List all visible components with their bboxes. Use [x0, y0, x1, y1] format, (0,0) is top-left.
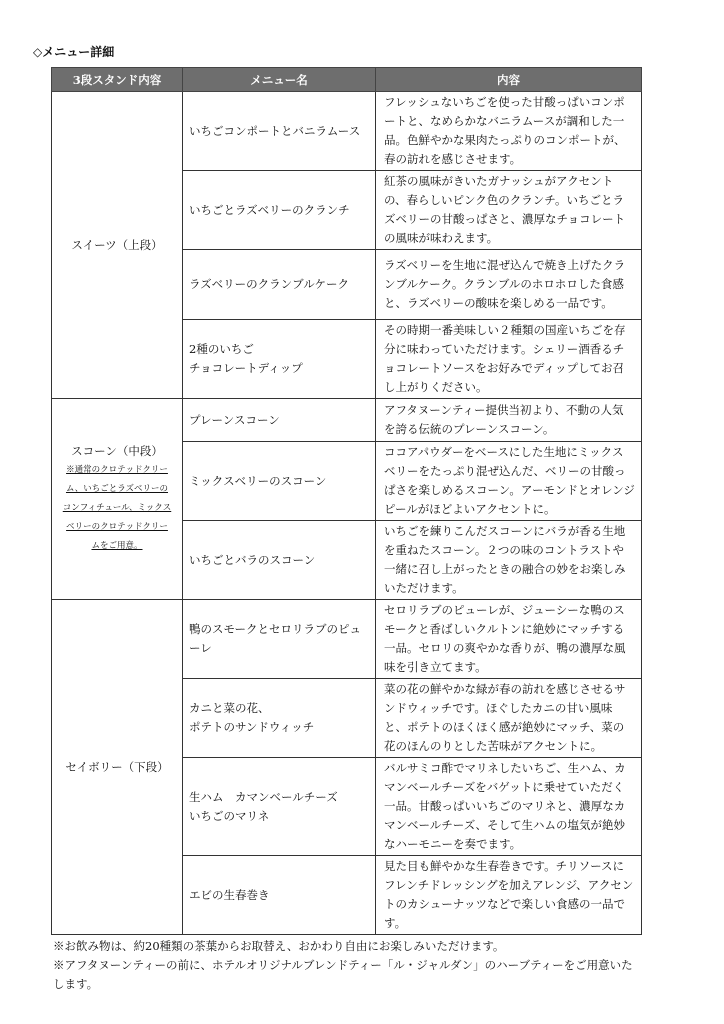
- table-row: [52, 399, 642, 442]
- content-wrapper: [51, 67, 641, 994]
- menu-description: その時期一番美味しい２種類の国産いちごを存分に味わっていただけます。シェリー酒香るチョコレートソースをお好みでディップしてお召し上がりください。: [376, 320, 642, 399]
- menu-name: ミックスベリーのスコーン: [183, 442, 376, 521]
- section-title: ◇メニュー詳細: [33, 45, 115, 59]
- menu-description: バルサミコ酢でマリネしたいちご、生ハム、カマンベールチーズをバゲットに乗せていただく一品。甘酸っぱいいちごのマリネと、濃厚なカマンベールチーズ、そして生ハムの塩気が絶妙なハーモニーを奏でます。: [376, 758, 642, 856]
- menu-description: 菜の花の鮮やかな緑が春の訪れを感じさせるサンドウィッチです。ほぐしたカニの甘い風味と、ポテトのほくほく感が絶妙にマッチ、菜の花のほんのりとした苦味がアクセントに。: [376, 679, 642, 758]
- menu-name: エビの生春巻き: [183, 856, 376, 935]
- menu-table: [51, 67, 642, 935]
- header-stand: 3段スタンド内容: [52, 68, 183, 92]
- menu-description: ココアパウダーをベースにした生地にミックスベリーをたっぷり混ぜ込んだ、ベリーの甘酸っぱさを楽しめるスコーン。アーモンドとオレンジピールがほどよいアクセントに。: [376, 442, 642, 521]
- footnote-herbal-tea: ※アフタヌーンティーの前に、ホテルオリジナルブレンドティー「ル・ジャルダン」のハーブティーをご用意いたします。: [53, 958, 633, 991]
- menu-description: アフタヌーンティー提供当初より、不動の人気を誇る伝統のプレーンスコーン。: [376, 399, 642, 442]
- category-cell: [52, 399, 183, 600]
- header-menu-name: メニュー名: [183, 68, 376, 92]
- menu-name: いちごとラズベリーのクランチ: [183, 171, 376, 250]
- menu-name: いちごとバラのスコーン: [183, 521, 376, 600]
- table-row: [52, 600, 642, 679]
- menu-name: ラズベリーのクランブルケーク: [183, 250, 376, 320]
- category-label: セイボリー（下段）: [65, 759, 169, 774]
- footnotes: [53, 937, 641, 994]
- category-cell: [52, 92, 183, 399]
- menu-name: 2種のいちご チョコレートディップ: [183, 320, 376, 399]
- menu-name: 鴨のスモークとセロリラブのピューレ: [183, 600, 376, 679]
- menu-name: 生ハム カマンベールチーズ いちごのマリネ: [183, 758, 376, 856]
- menu-name: プレーンスコーン: [183, 399, 376, 442]
- category-note: ※通常のクロテッドクリーム、いちごとラズベリーのコンフィチュール、ミックスベリーのクロテッドクリームをご用意。: [62, 465, 172, 551]
- menu-description: 見た目も鮮やかな生春巻きです。チリソースにフレンチドレッシングを加えアレンジ、アクセントのカシューナッツなどで楽しい食感の一品です。: [376, 856, 642, 935]
- table-header-row: [52, 68, 642, 92]
- table-body: [52, 92, 642, 935]
- menu-name: いちごコンポートとバニラムース: [183, 92, 376, 171]
- category-cell: [52, 600, 183, 935]
- menu-description: セロリラブのピューレが、ジューシーな鴨のスモークと香ばしいクルトンに絶妙にマッチする一品。セロリの爽やかな香りが、鴨の濃厚な風味を引き立てます。: [376, 600, 642, 679]
- footnote-drinks: ※お飲み物は、約20種類の茶葉からお取替え、おかわり自由にお楽しみいただけます。: [53, 939, 505, 953]
- menu-description: ラズベリーを生地に混ぜ込んで焼き上げたクランブルケーク。クランブルのホロホロした食感と、ラズベリーの酸味を楽しめる一品です。: [376, 250, 642, 320]
- menu-name: カニと菜の花、 ポテトのサンドウィッチ: [183, 679, 376, 758]
- menu-description: いちごを練りこんだスコーンにバラが香る生地を重ねたスコーン。２つの味のコントラストや一緒に召し上がったときの融合の妙をお楽しみいただけます。: [376, 521, 642, 600]
- category-label: スイーツ（上段）: [71, 237, 163, 252]
- menu-description: フレッシュないちごを使った甘酸っぱいコンポートと、なめらかなバニラムースが調和した一品。色鮮やかな果肉たっぷりのコンポートが、春の訪れを感じさせます。: [376, 92, 642, 171]
- menu-description: 紅茶の風味がきいたガナッシュがアクセントの、春らしいピンク色のクランチ。いちごとラズベリーの甘酸っぱさと、濃厚なチョコレートの風味が味わえます。: [376, 171, 642, 250]
- category-label: スコーン（中段）: [71, 444, 163, 458]
- header-content: 内容: [376, 68, 642, 92]
- table-row: [52, 92, 642, 171]
